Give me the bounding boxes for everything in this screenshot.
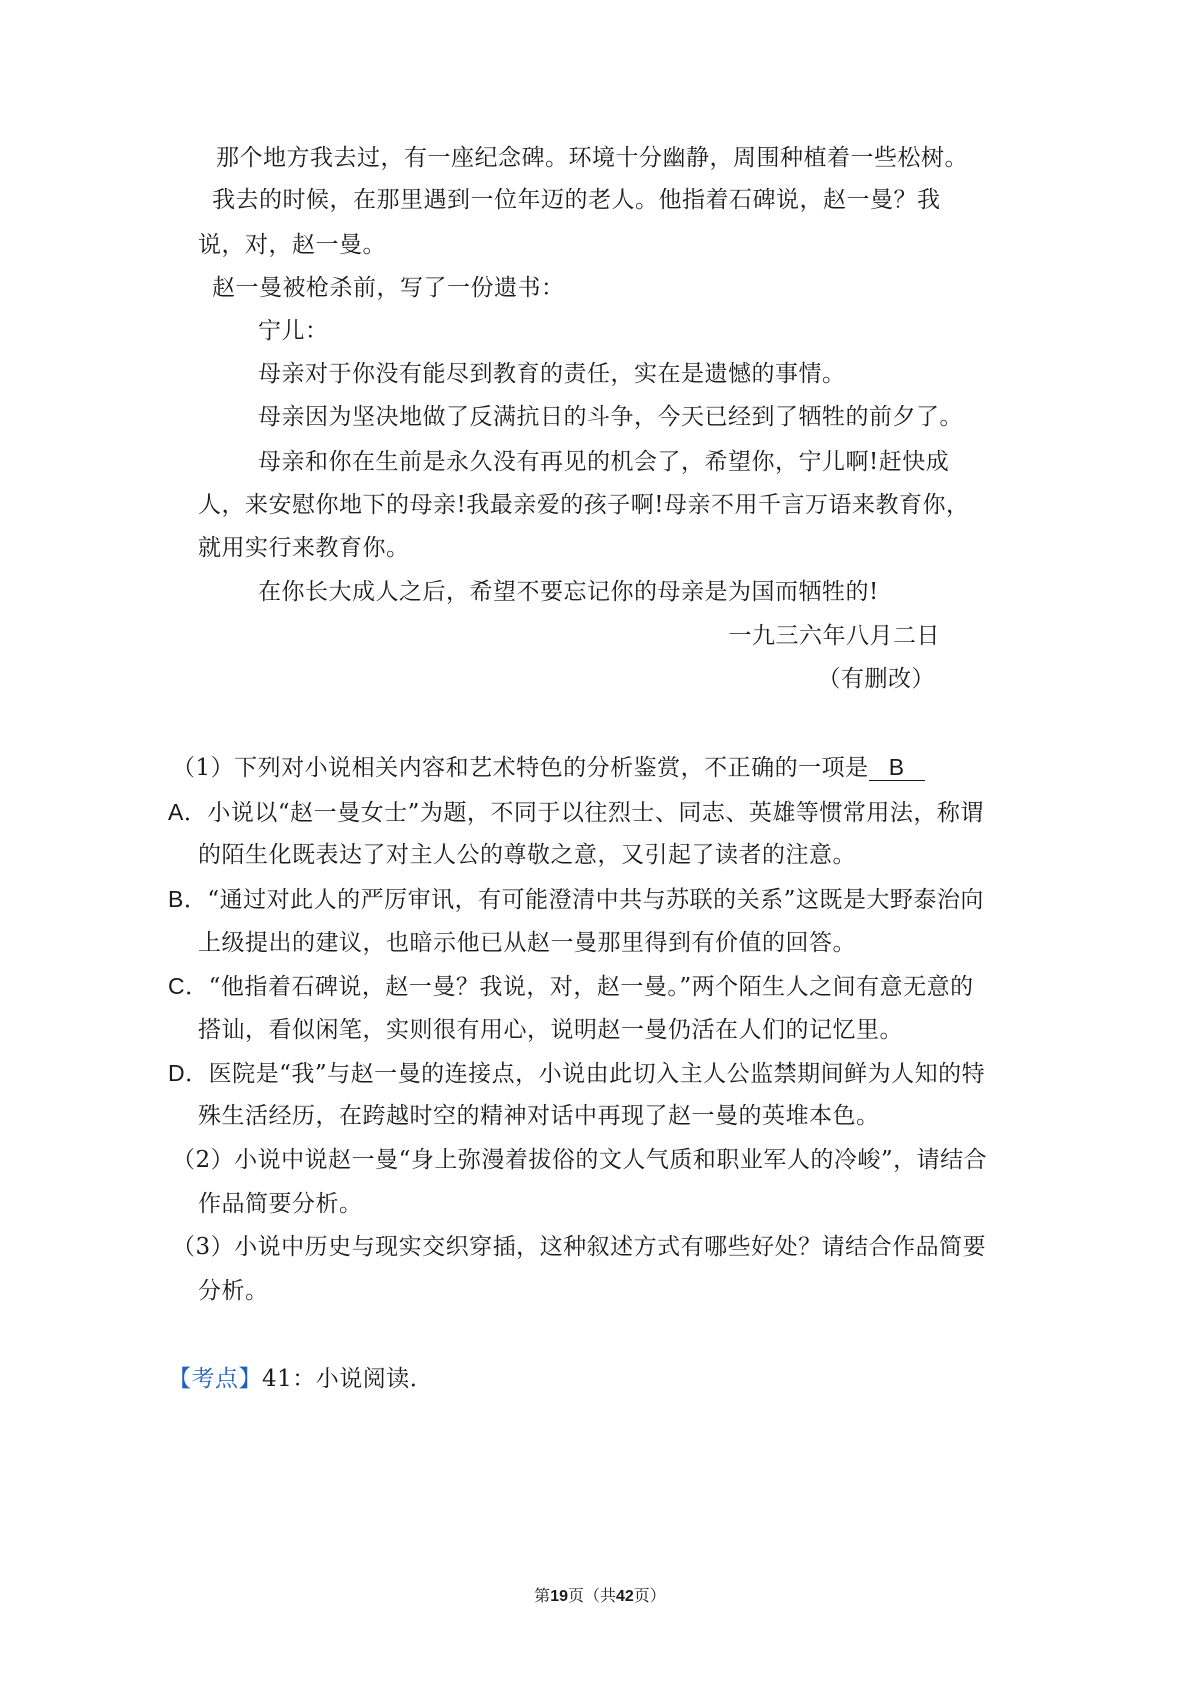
letter-salutation: 宁儿： bbox=[258, 318, 329, 344]
question-1-prompt: （1）下列对小说相关内容和艺术特色的分析鉴赏，不正确的一项是 bbox=[172, 755, 869, 781]
letter-date: 一九三六年八月二日 bbox=[728, 623, 940, 649]
letter-line-3a: 母亲和你在生前是永久没有再见的机会了，希望你，宁儿啊!赶快成 bbox=[258, 449, 950, 475]
option-c-letter: C． bbox=[168, 973, 209, 999]
option-c-line-1 bbox=[168, 971, 974, 1002]
passage-paragraph-2-line-2: 说，对，赵一曼。 bbox=[198, 232, 386, 258]
option-b-line-1 bbox=[168, 884, 984, 915]
question-2-line-1: （2）小说中说赵一曼“身上弥漫着拔俗的文人气质和职业军人的冷峻”，请结合 bbox=[172, 1147, 988, 1173]
question-1 bbox=[172, 753, 925, 783]
option-c-text: “他指着石碑说，赵一曼？我说，对，赵一曼。”两个陌生人之间有意无意的 bbox=[208, 974, 974, 1000]
footer-page-number: 19 bbox=[550, 1588, 568, 1605]
passage-paragraph-2-line-1: 我去的时候，在那里遇到一位年迈的老人。他指着石碑说，赵一曼？我 bbox=[212, 187, 941, 213]
passage-paragraph-3: 赵一曼被枪杀前，写了一份遗书： bbox=[212, 275, 565, 301]
footer-total-pages: 42 bbox=[616, 1588, 634, 1605]
kaodian-label: 【考点】 bbox=[168, 1366, 262, 1392]
option-a-line-2: 的陌生化既表达了对主人公的尊敬之意，又引起了读者的注意。 bbox=[198, 842, 856, 868]
option-b-text: “通过对此人的严厉审讯，有可能澄清中共与苏联的关系”这既是大野泰治向 bbox=[207, 887, 984, 913]
edit-note: （有删改） bbox=[817, 666, 935, 692]
question-1-answer: B bbox=[869, 754, 925, 781]
question-2-line-2: 作品简要分析。 bbox=[198, 1191, 363, 1217]
option-a-letter: A． bbox=[168, 799, 208, 825]
option-b-line-2: 上级提出的建议，也暗示他已从赵一曼那里得到有价值的回答。 bbox=[198, 930, 856, 956]
footer-middle: 页（共 bbox=[567, 1586, 616, 1605]
letter-line-4: 在你长大成人之后，希望不要忘记你的母亲是为国而牺牲的! bbox=[258, 579, 879, 605]
option-a-text: 小说以“赵一曼女士”为题，不同于以往烈士、同志、英雄等惯常用法，称谓 bbox=[207, 800, 984, 826]
letter-line-2: 母亲因为坚决地做了反满抗日的斗争，今天已经到了牺牲的前夕了。 bbox=[258, 404, 963, 430]
footer-suffix: 页） bbox=[633, 1586, 666, 1605]
option-a-line-1 bbox=[168, 797, 984, 828]
option-d-line-2: 殊生活经历，在跨越时空的精神对话中再现了赵一曼的英堆本色。 bbox=[198, 1103, 880, 1129]
letter-line-3c: 就用实行来教育你。 bbox=[198, 535, 410, 561]
option-d-line-1 bbox=[168, 1058, 985, 1089]
option-d-letter: D． bbox=[168, 1060, 209, 1086]
passage-paragraph-1: 那个地方我去过，有一座纪念碑。环境十分幽静，周围种植着一些松树。 bbox=[216, 145, 968, 171]
option-d-text: 医院是“我”与赵一曼的连接点，小说由此切入主人公监禁期间鲜为人知的特 bbox=[208, 1061, 986, 1087]
question-3-line-1: （3）小说中历史与现实交织穿插，这种叙述方式有哪些好处？请结合作品简要 bbox=[172, 1234, 987, 1260]
question-3-line-2: 分析。 bbox=[198, 1278, 269, 1304]
option-c-line-2: 搭讪，看似闲笔，实则很有用心，说明赵一曼仍活在人们的记忆里。 bbox=[198, 1017, 903, 1043]
kaodian-text: 41：小说阅读． bbox=[262, 1366, 434, 1392]
kaodian-section bbox=[168, 1364, 433, 1394]
footer-prefix: 第 bbox=[534, 1586, 551, 1605]
page-footer bbox=[0, 1585, 1200, 1608]
letter-line-1: 母亲对于你没有能尽到教育的责任，实在是遗憾的事情。 bbox=[258, 361, 846, 387]
option-b-letter: B． bbox=[168, 886, 208, 912]
letter-line-3b: 人，来安慰你地下的母亲!我最亲爱的孩子啊!母亲不用千言万语来教育你， bbox=[198, 492, 970, 518]
